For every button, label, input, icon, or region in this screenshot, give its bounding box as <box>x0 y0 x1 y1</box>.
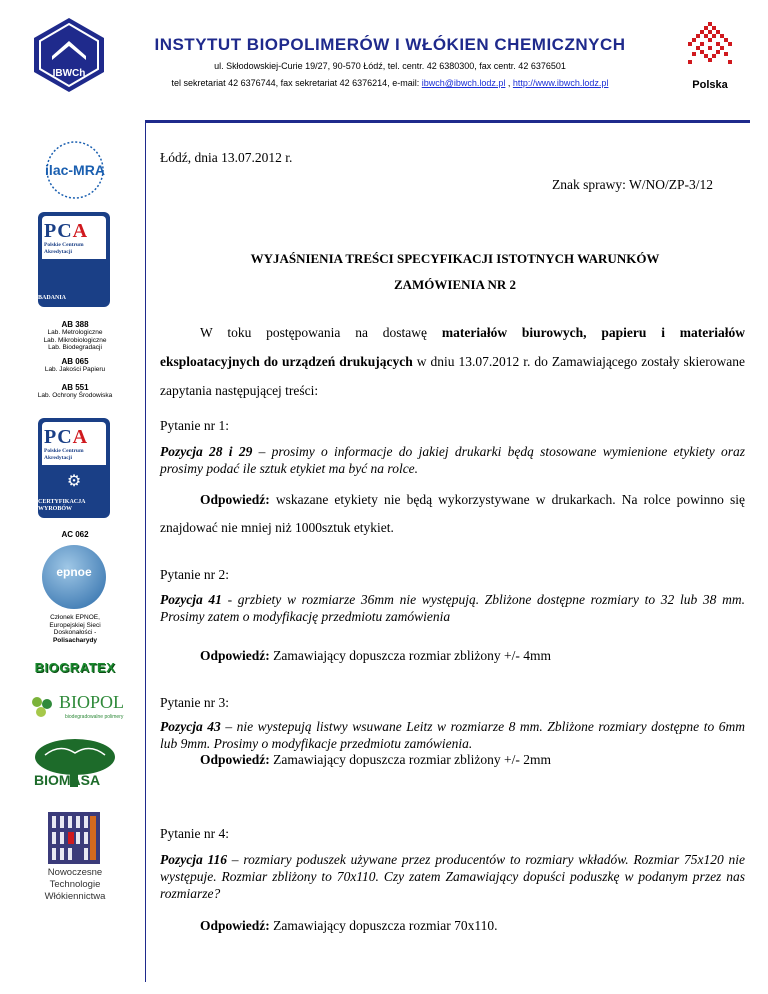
question-4-text <box>160 851 745 902</box>
pca-badania-logo <box>38 212 110 307</box>
answer-3-label: Odpowiedź: <box>200 752 270 767</box>
ibwch-logo-text: IBWCh <box>52 68 86 79</box>
intro-bold: materiałów biurowych, papieru i materiałów eksploatacyjnych do urządzeń drukujących <box>160 325 745 369</box>
answer-1-label: Odpowiedź: <box>200 492 270 507</box>
biopol-logo <box>25 690 135 726</box>
ab551-block <box>25 383 125 400</box>
answer-1 <box>160 486 745 542</box>
pca2-bottom <box>38 495 110 518</box>
pca-certyfikacja-logo <box>38 418 110 518</box>
pca-sub-2: Akredytacji <box>44 249 73 255</box>
question-1-body: – prosimy o informacje do jakiej drukarki będą stosowane wymienione etykiety oraz prosimy podać ile sztuk etykiet ma być na rolce. <box>160 444 745 476</box>
question-2-body: - grzbiety w rozmiarze 36mm nie występują. Zbliżone dostępne rozmiary to 32 lub 38 mm. Prosimy zatem o modyfikację przedmiotu zamówienia <box>160 592 745 624</box>
question-3-label: Pytanie nr 3: <box>160 695 229 710</box>
ac062-code: AC 062 <box>61 530 89 539</box>
ac062-block <box>25 530 125 539</box>
nt-line-3: Włókiennictwa <box>44 891 106 902</box>
contact-separator: , <box>505 78 513 88</box>
pca2-sub-1: Polskie Centrum <box>44 448 84 454</box>
epnoe-cap-2: Europejskiej Sieci <box>49 621 101 629</box>
institute-contact <box>120 78 660 88</box>
ab388-code: AB 388 <box>61 320 89 329</box>
gears-icon: ⚙ <box>66 473 82 490</box>
biomasa-label: BIOMASA <box>34 772 101 788</box>
answer-4-body: Zamawiający dopuszcza rozmiar 70x110. <box>269 918 498 933</box>
pca-badania-label: BADANIA <box>38 295 67 301</box>
epnoe-caption <box>25 614 125 644</box>
intro-text-a: W toku postępowania na dostawę <box>200 325 442 340</box>
ab551-desc: Lab. Ochrony Środowiska <box>37 392 113 399</box>
epnoe-label: epnoe <box>56 565 92 579</box>
ab388-desc-2: Lab. Mikrobiologiczne <box>43 336 107 344</box>
title-line-2: ZAMÓWIENIA NR 2 <box>393 277 517 292</box>
case-number: Znak sprawy: W/NO/ZP-3/12 <box>552 177 713 192</box>
polska-pattern-icon <box>686 22 734 72</box>
question-3-body: – nie wystepują listwy wsuwane Leitz w rozmiarze 8 mm. Zbliżone rozmiary dostępne to 6mm lub 9mm. Prosimy o modyfikacje przedmiotu zamówienia. <box>160 719 745 751</box>
question-1-label: Pytanie nr 1: <box>160 418 229 433</box>
pca-sub-1: Polskie Centrum <box>44 242 84 248</box>
ilac-label: ilac-MRA <box>45 162 105 178</box>
epnoe-logo <box>42 545 106 609</box>
website-link[interactable]: http://www.ibwch.lodz.pl <box>512 78 609 88</box>
nt-line-2: Technologie <box>49 879 101 890</box>
question-4-label: Pytanie nr 4: <box>160 826 229 841</box>
title-line-1: WYJAŚNIENIA TREŚCI SPECYFIKACJI ISTOTNYCH WARUNKÓW <box>250 251 660 266</box>
ab388-block <box>25 320 125 352</box>
ibwch-logo <box>30 16 108 94</box>
ab388-desc-1: Lab. Metrologiczne <box>47 329 103 336</box>
ab551-code: AB 551 <box>61 383 89 392</box>
biopol-sub: biodegradowalne polimery <box>65 714 124 720</box>
epnoe-cap-4: Polisacharydy <box>52 636 98 644</box>
document-date: Łódź, dnia 13.07.2012 r. <box>160 150 293 165</box>
email-link[interactable]: ibwch@ibwch.lodz.pl <box>421 78 506 88</box>
question-1-pos: Pozycja 28 i 29 <box>160 444 253 459</box>
pca2-bottom-1: CERTYFIKACJA <box>38 499 86 505</box>
pca2-word: PCA <box>44 426 89 448</box>
ab065-block <box>25 357 125 374</box>
nowoczesne-technologie-icon <box>48 812 100 864</box>
biopol-word: BIOPOL <box>59 692 125 712</box>
question-4-pos: Pozycja 116 <box>160 852 228 867</box>
answer-4 <box>160 912 745 940</box>
answer-3 <box>160 746 745 774</box>
intro-text-b: w dniu 13.07.2012 r. do Zamawiającego zostały skierowane zapytania następującej treści: <box>160 354 745 398</box>
answer-3-body: Zamawiający dopuszcza rozmiar zbliżony +/- 2mm <box>269 752 552 767</box>
question-2-text <box>160 591 745 625</box>
contact-phones: tel sekretariat 42 6376744, fax sekretariat 42 6376214, e-mail: <box>171 78 422 88</box>
answer-4-label: Odpowiedź: <box>200 918 270 933</box>
pca2-sub-2: Akredytacji <box>44 455 73 461</box>
ab065-desc: Lab. Jakości Papieru <box>44 366 106 373</box>
pca-spacer <box>38 263 110 291</box>
epnoe-cap-1: Członek EPNOE, <box>50 614 100 621</box>
question-2-label: Pytanie nr 2: <box>160 567 229 582</box>
biogratex-logo: BIOGRATEX <box>34 660 116 675</box>
nt-line-1: Nowoczesne <box>47 867 103 878</box>
ab065-code: AB 065 <box>61 357 89 366</box>
pca2-bottom-2: WYROBÓW <box>38 506 73 512</box>
institute-address: ul. Skłodowskiej-Curie 19/27, 90-570 Łódź, tel. centr. 42 6380300, fax centr. 42 6376501 <box>214 61 566 71</box>
document-title <box>165 246 745 298</box>
polska-text: Polska <box>692 79 728 91</box>
answer-1-body: wskazane etykiety nie będą wykorzystywane w drukarkach. Na rolce powinno się znajdować nie mniej niż 1000sztuk etykiet. <box>160 492 745 535</box>
question-2-pos: Pozycja 41 <box>160 592 222 607</box>
question-1-text <box>160 443 745 477</box>
pca-word: PCA <box>44 220 89 242</box>
institute-title: INSTYTUT BIOPOLIMERÓW I WŁÓKIEN CHEMICZNYCH <box>154 35 626 54</box>
epnoe-cap-3: Doskonałości - <box>53 629 97 636</box>
answer-2-label: Odpowiedź: <box>200 648 270 663</box>
ilac-mra-logo <box>35 140 115 200</box>
header-rule <box>145 120 750 123</box>
answer-2 <box>160 642 745 670</box>
polska-logo <box>680 22 740 92</box>
nowoczesne-technologie-text <box>25 867 125 903</box>
question-3-pos: Pozycja 43 <box>160 719 221 734</box>
sidebar-divider <box>145 122 146 982</box>
answer-2-body: Zamawiający dopuszcza rozmiar zbliżony +/- 4mm <box>269 648 552 663</box>
ab388-desc-3: Lab. Biodegradacji <box>48 344 102 351</box>
leaf-icon <box>27 692 57 722</box>
question-4-body: – rozmiary poduszek używane przez producentów to rozmiary wkładów. Rozmiar 75x120 nie występuje. Rozmiar zbliżony to 70x110. Czy zatem Zamawiający dopuści poduszkę w podanym przez nas rozmiarze? <box>160 852 745 901</box>
intro-paragraph <box>160 318 745 405</box>
